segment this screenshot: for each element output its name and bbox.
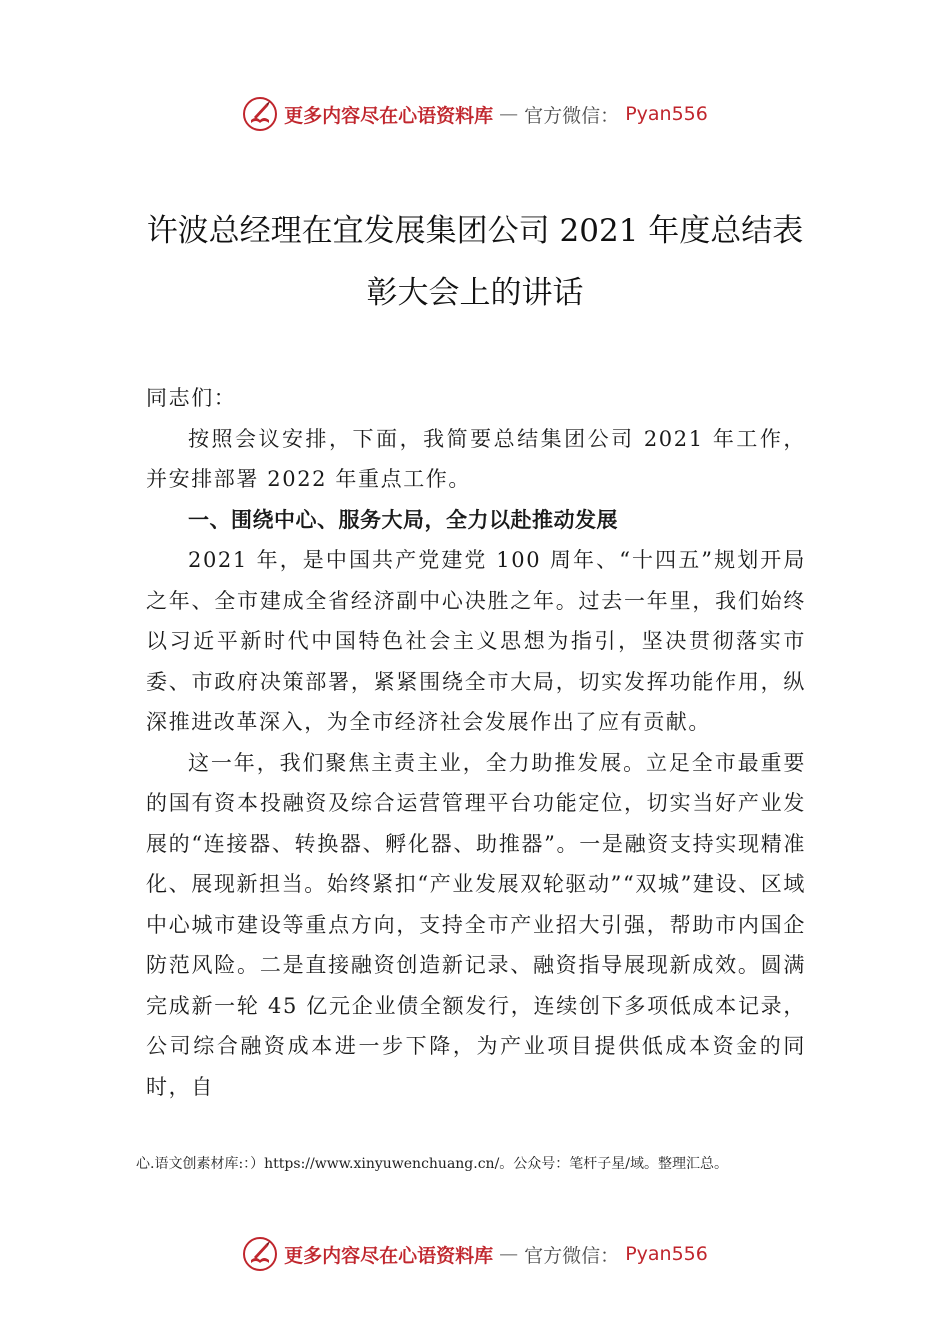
- watermark-brand: 更多内容尽在心语资料库: [284, 1244, 494, 1267]
- watermark-footer: [0, 1236, 950, 1272]
- body-paragraph: 这一年，我们聚焦主责主业，全力助推发展。立足全市最重要的国有资本投融资及综合运营管理平台功能定位，切实当好产业发展的“连接器、转换器、孵化器、助推器”。一是融资支持实现精准化、展现新担当。始终紧扣“产业发展双轮驱动”“双城”建设、区域中心城市建设等重点方向，支持全市产业招大引强，帮助市内国企防范风险。二是直接融资创造新记录、融资指导展现新成效。圆满完成新一轮 45 亿元企业债全额发行，连续创下多项低成本记录，公司综合融资成本进一步下降，为产业项目提供低成本资金的同时，自: [146, 750, 806, 1099]
- watermark-wechat-label: 官方微信：: [524, 1244, 620, 1267]
- watermark-wechat-id: Pyan556: [625, 1243, 708, 1265]
- watermark-dash: —: [499, 1243, 519, 1265]
- document-body: [146, 378, 806, 1107]
- watermark-dash: —: [499, 103, 519, 125]
- watermark-brand: 更多内容尽在心语资料库: [284, 104, 494, 127]
- document-title: 许波总经理在宜发展集团公司 2021 年度总结表彰大会上的讲话: [146, 213, 804, 311]
- salutation: 同志们：: [146, 386, 237, 410]
- quill-book-icon: [242, 1236, 278, 1272]
- footer-note: 心.语文创素材库:：）https://www.xinyuwenchuang.cn/。公众号：笔杆子星/域。整理汇总。: [136, 1156, 729, 1172]
- watermark-header: [0, 96, 950, 132]
- watermark-wechat-id: Pyan556: [625, 103, 708, 125]
- section-heading: 一、围绕中心、服务大局，全力以赴推动发展: [188, 507, 618, 532]
- quill-book-icon: [242, 96, 278, 132]
- watermark-wechat-label: 官方微信：: [524, 104, 620, 127]
- body-paragraph: 2021 年，是中国共产党建党 100 周年、“十四五”规划开局之年、全市建成全省经济副中心决胜之年。过去一年里，我们始终以习近平新时代中国特色社会主义思想为指引，坚决贯彻落实市委、市政府决策部署，紧紧围绕全市大局，切实发挥功能作用，纵深推进改革深入，为全市经济社会发展作出了应有贡献。: [146, 548, 806, 734]
- intro-paragraph: 按照会议安排，下面，我简要总结集团公司 2021 年工作，并安排部署 2022 年重点工作。: [146, 426, 806, 491]
